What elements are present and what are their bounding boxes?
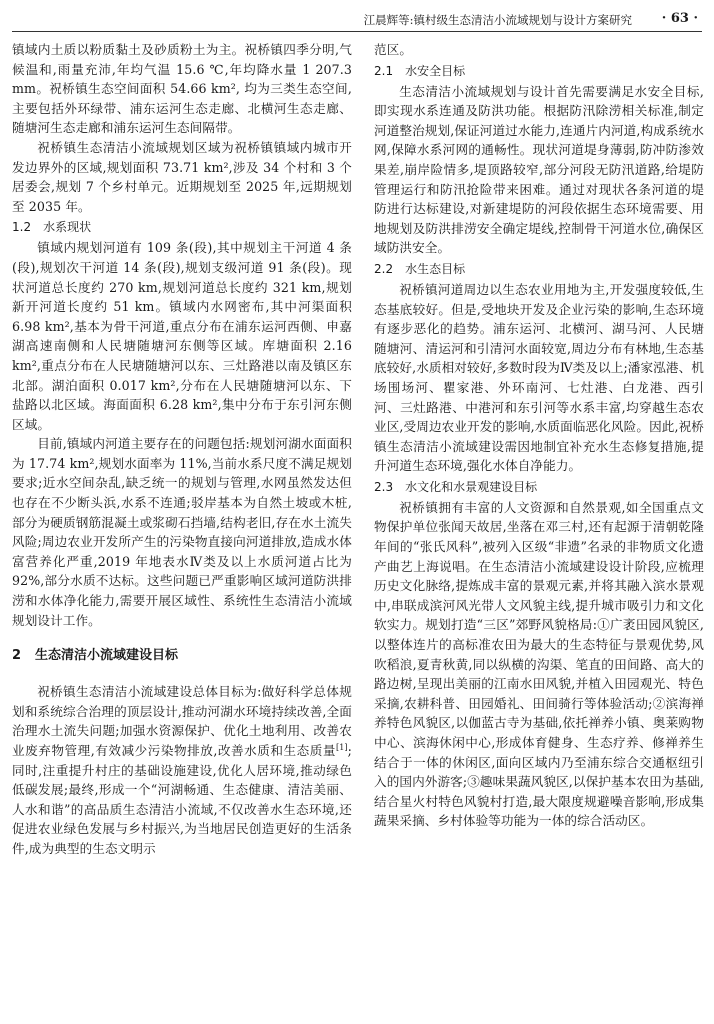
- paragraph-continued: 范区。: [374, 42, 413, 57]
- paragraph-overall-goal: [12, 682, 352, 858]
- section-number: 2: [12, 648, 22, 664]
- subsection-heading-2-3: [374, 477, 704, 497]
- subsection-heading-1-2: [12, 217, 352, 237]
- left-column: [12, 40, 352, 859]
- subsection-heading-2-1: [374, 61, 704, 81]
- paragraph-water-ecology: 祝桥镇河道周边以生态农业用地为主,开发强度较低,生态基底较好。但是,受地块开发及企业污染的影响,生态环境有逐步恶化的趋势。浦东运河、北横河、湖马河、人民塘随塘河、清运河和引清河水面较宽,周边分布有林地,生态基底较好,水质相对较好,多数时段为Ⅳ类及以上;潘家泓港、机场围场河、瞿家港、外环南河、七灶港、白龙港、西引河、三灶路港、中港河和东引河等水系丰富,均穿越生态农业区,受周边农业开发的影响,水质面临恶化风险。因此,祝桥镇生态清洁小流域建设需因地制宜补充水生态修复措施,提升河道生态环境,强化水体自净能力。: [374, 281, 704, 474]
- subsection-title: 水系现状: [43, 220, 92, 235]
- text-run: ;同时,注重提升村庄的基础设施建设,优化人居环境,推动绿色低碳发展;最终,形成一个“河湖畅通、生态健康、清洁美丽、人水和谐”的高品质生态清洁小流域,不仅改善水生态环境,还促进农业绿色发展与乡村振兴,为当地居民创造更好的生活条件,成为典型的生态文明示: [12, 743, 352, 856]
- text-run: 祝桥镇生态清洁小流域建设总体目标为:做好科学总体规划和系统综合治理的顶层设计,推动河湖水环境持续改善,全面治理水土流失问题;加强水资源保护、优化土地利用、改善农业废弃物管理,有效减少污染物排放,改善水质和生态质量: [12, 684, 352, 758]
- subsection-heading-2-2: [374, 259, 704, 279]
- section-heading-2: [12, 646, 352, 666]
- paragraph-problems: 目前,镇域内河道主要存在的问题包括:规划河湖水面面积为 17.74 km²,规划水面率为 11%,当前水系尺度不满足规划要求;近水空间杂乱,缺乏统一的规划与管理,水网虽然发达但也存在不少断头浜,水系不连通;驳岸基本为自然土坡或木桩,部分为硬质钢筋混凝土或浆砌石挡墙,结构老旧,存在水土流失风险;周边农业开发所产生的污染物直接向河道排放,造成水体富营养化严重,2019 年地表水Ⅳ类及以上水质河道占比为 92%,部分水质不达标。这些问题已严重影响区域河道防洪排涝和水体净化能力,需要开展区域性、系统性生态清洁小流域规划设计工作。: [12, 436, 352, 628]
- subsection-number: 2.3: [374, 479, 394, 494]
- right-column: [374, 40, 704, 831]
- subsection-number: 2.2: [374, 261, 394, 276]
- section-title: 生态清洁小流域建设目标: [35, 648, 179, 664]
- paragraph-soil-climate: 镇域内土质以粉质黏土及砂质粉土为主。祝桥镇四季分明,气候温和,雨量充沛,年均气温 15.6 ℃,年均降水量 1 207.3 mm。祝桥镇生态空间面积 54.66 km², 均为三类生态空间,主要包括外环绿带、浦东运河生态走廊、北横河生态走廊、随塘河生态走廊和浦东运河生态间隔带。: [12, 42, 352, 136]
- subsection-number: 1.2: [12, 220, 32, 235]
- page-number: · 63 ·: [661, 11, 698, 26]
- paragraph-water-system: 镇域内规划河道有 109 条(段),其中规划主干河道 4 条(段),规划次干河道 14 条(段),规划支级河道 91 条(段)。现状河道总长度约 270 km,规划河道总长度约 321 km,规划新开河道长度约 51 km。镇域内水网密布,其中河渠面积 6.98 km²,基本为骨干河道,重点分布在浦东运河西侧、申嘉湖高速南侧和人民塘随塘河东侧等区域。库塘面积 2.16 km²,重点分布在人民塘随塘河以东、三灶路港以南及镇区东北部。湖泊面积 0.017 km²,分布在人民塘随塘河以东、下盐路以北区域。海面面积 6.28 km²,集中分布于东引河东侧区域。: [12, 240, 352, 432]
- citation-ref: [1]: [336, 742, 348, 752]
- running-header: [12, 10, 702, 32]
- subsection-title: 水安全目标: [405, 63, 466, 78]
- running-title: 江晨辉等:镇村级生态清洁小流域规划与设计方案研究: [363, 13, 632, 27]
- subsection-number: 2.1: [374, 63, 394, 78]
- subsection-title: 水生态目标: [405, 261, 466, 276]
- subsection-title: 水文化和水景观建设目标: [405, 479, 538, 494]
- paragraph-planning-area: 祝桥镇生态清洁小流域规划区域为祝桥镇镇域内城市开发边界外的区域,规划面积 73.71 km²,涉及 34 个村和 3 个居委会,规划 7 个乡村单元。近期规划至 2025 年,远期规划至 2035 年。: [12, 139, 352, 214]
- paragraph-water-safety: 生态清洁小流域规划与设计首先需要满足水安全目标,即实现水系连通及防洪功能。根据防汛除涝相关标准,制定河道整治规划,保证河道过水能力,连通片内河道,构成系统水网,保障水系河网的通畅性。现状河道堤身薄弱,防冲防渗效果差,崩岸险情多,堤顶路较窄,部分河段无防汛道路,给堤防管理运行和防汛抢险带来困难。通过对现状各条河道的堤防进行达标建设,对新建堤防的河段依据生态环境需要、用地规划及防洪排涝安全确定堤线,控制骨干河道水位,确保区域防洪安全。: [374, 83, 704, 256]
- paragraph-water-culture: 祝桥镇拥有丰富的人文资源和自然景观,如全国重点文物保护单位张闻天故居,坐落在邓三村,还有起源于清朝乾隆年间的“张氏风科”,被列入区级“非遗”名录的非物质文化遗产曲艺上海说唱。在生态清洁小流域建设设计阶段,应梳理历史文化脉络,提炼成丰富的景观元素,并将其融入滨水景观中,串联成滨河风光带人文风貌主线,提升城市吸引力和文化软实力。规划打造“三区”郊野风貌格局:①广袤田园风貌区,以整体连片的高标准农田为最大的生态特征与景观优势,风吹稻浪,夏青秋黄,同以纵横的沟渠、笔直的田间路、高大的路边树,呈现出美丽的江南水田风貌,并植入田园观光、特色采摘,农耕科普、田园婚礼、田间骑行等体验活动;②滨海禅养特色风貌区,以伽蓝古寺为基础,依托禅养小镇、奥莱购物中心、滨海休闲中心,形成体育健身、生态疗养、修禅养生结合于一体的休闲区,面向区域内乃至浦东综合交通枢纽引入的国内外游客;③趣味果蔬风貌区,以保护基本农田为基础,结合星火村特色风貌村打造,最大限度规避噪音影响,形成集蔬果采摘、乡村体验等功能为一体的综合活动区。: [374, 499, 704, 829]
